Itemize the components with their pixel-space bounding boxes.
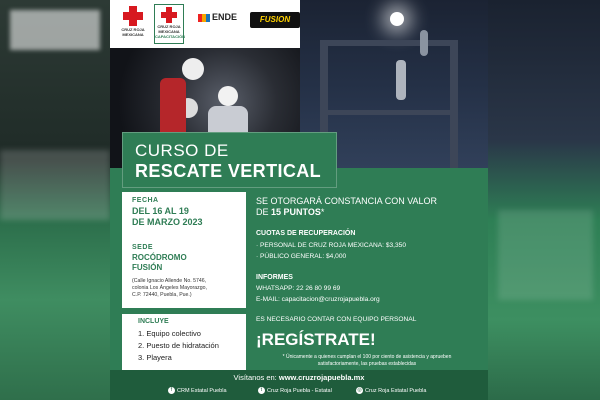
- incluye-item: 1. Equipo colectivo: [138, 329, 201, 338]
- date-venue-panel: [122, 192, 246, 308]
- email-contact[interactable]: E-MAIL: capacitacion@cruzrojapuebla.org: [256, 296, 380, 303]
- cuota-item: · PÚBLICO GENERAL: $4,000: [256, 253, 347, 260]
- title-box: [122, 132, 337, 188]
- twitter-link[interactable]: [258, 387, 332, 394]
- disclaimer: [256, 354, 478, 367]
- twitter-label: Cruz Roja Puebla - Estatal: [267, 387, 332, 394]
- helmet-shape: [182, 58, 204, 80]
- constancia-line2: [256, 207, 476, 218]
- red-cross-icon-bar: [123, 12, 143, 20]
- ende-logo-text: ENDE: [212, 12, 238, 22]
- sede-address: [132, 278, 242, 299]
- sede-name: [132, 253, 187, 273]
- facebook-label: CRM Estatal Puebla: [177, 387, 227, 394]
- address-line3: C.P. 72440, Puebla, Pue.): [132, 292, 192, 298]
- facebook-link[interactable]: [168, 387, 227, 394]
- footer: [110, 370, 488, 400]
- constancia-line1: SE OTORGARÁ CONSTANCIA CON VALOR: [256, 196, 438, 206]
- blurred-logo: [10, 10, 100, 50]
- red-cross-icon-bar: [161, 12, 177, 18]
- course-poster: [110, 0, 488, 400]
- capacitacion-logo: [154, 4, 184, 44]
- cruz-roja-logo-text: CRUZ ROJA MEXICANA: [121, 27, 145, 37]
- fecha-value-line1: DEL 16 AL 19: [132, 206, 189, 216]
- helmet-shape: [218, 86, 238, 106]
- informes-title: INFORMES: [256, 274, 293, 281]
- background-right-blur: [488, 0, 600, 400]
- rescuer-figure: [160, 78, 186, 138]
- blurred-panel: [498, 210, 593, 300]
- fecha-value: [132, 206, 203, 228]
- address-line1: (Calle Ignacio Allende No. 5746,: [132, 278, 207, 284]
- tower-beam: [320, 110, 458, 115]
- register-call-to-action[interactable]: ¡REGÍSTRATE!: [256, 330, 376, 349]
- sede-label: SEDE: [132, 244, 154, 251]
- website-line: [110, 373, 488, 382]
- disclaimer-line2: satisfactoriamente, las pruebas establecidas: [317, 360, 417, 367]
- blurred-panel: [0, 150, 110, 220]
- cuotas-title: CUOTAS DE RECUPERACIÓN: [256, 230, 356, 237]
- title-line1: CURSO DE: [135, 141, 229, 160]
- tower-beam: [320, 40, 458, 46]
- fecha-value-line2: DE MARZO 2023: [132, 217, 203, 227]
- equipment-note: ES NECESARIO CONTAR CON EQUIPO PERSONAL: [256, 316, 417, 323]
- visitanos-label: Visítanos en:: [233, 373, 279, 382]
- incluye-panel: [122, 314, 246, 370]
- incluye-title: INCLUYE: [138, 318, 169, 325]
- sede-name-line2: FUSIÓN: [132, 263, 163, 272]
- sede-name-line1: ROCÓDROMO: [132, 253, 187, 262]
- instagram-label: Cruz Roja Estatal Puebla: [365, 387, 427, 394]
- instagram-icon: ◎: [357, 387, 362, 393]
- ende-logo-icon: [198, 14, 210, 22]
- whatsapp-contact[interactable]: WHATSAPP: 22 26 80 99 69: [256, 285, 341, 292]
- climber-figure: [396, 60, 406, 100]
- cuota-item: · PERSONAL DE CRUZ ROJA MEXICANA: $3,350: [256, 242, 406, 249]
- capacitacion-logo-text: CRUZ ROJA MEXICANA: [157, 24, 181, 34]
- website-link[interactable]: www.cruzrojapuebla.mx: [278, 373, 365, 382]
- facebook-icon: f: [168, 387, 175, 394]
- fusion-logo: FUSION: [250, 12, 300, 28]
- background-left-blur: [0, 0, 110, 400]
- incluye-item: 3. Playera: [138, 353, 172, 362]
- fecha-label: FECHA: [132, 197, 159, 204]
- instagram-link[interactable]: [356, 387, 426, 394]
- climber-figure: [420, 30, 428, 56]
- constancia-text: [256, 196, 476, 218]
- ende-logo: [198, 12, 237, 22]
- title-line2: RESCATE VERTICAL: [135, 161, 322, 181]
- capacitacion-logo-subtext: CAPACITACIÓN: [155, 34, 186, 39]
- constancia-prefix: DE: [256, 207, 272, 217]
- incluye-item: 2. Puesto de hidratación: [138, 341, 219, 350]
- flood-light: [390, 12, 404, 26]
- tower-beam: [450, 40, 458, 168]
- twitter-icon: t: [258, 387, 265, 394]
- constancia-asterisk: *: [320, 207, 325, 217]
- constancia-points: 15 PUNTOS: [271, 207, 321, 217]
- address-line2: colonia Los Ángeles Mayorazgo,: [132, 285, 207, 291]
- disclaimer-line1: * Únicamente a quienes cumplan el 100 por ciento de asistencia y aprueben: [282, 354, 452, 360]
- cruz-roja-logo: [116, 4, 150, 44]
